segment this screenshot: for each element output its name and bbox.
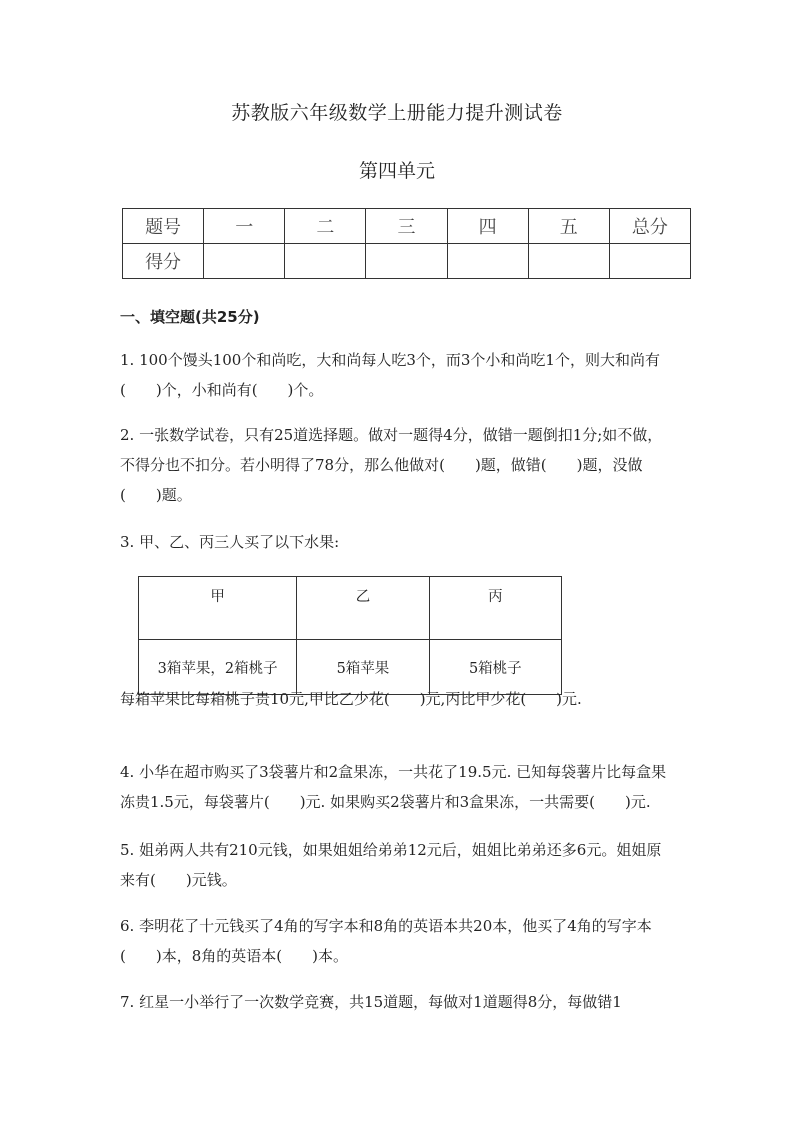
unit-subtitle: 第四单元 — [358, 160, 435, 182]
score-table-header-row — [123, 209, 691, 244]
score-row-label: 得分 — [123, 244, 204, 279]
score-blank-cell — [447, 244, 528, 279]
question-3-followup: 每箱苹果比每箱桃子贵10元,甲比乙少花( )元,丙比甲少花( )元. — [120, 690, 582, 708]
question-3: 3. 甲、乙、丙三人买了以下水果: — [120, 533, 340, 551]
page-title: 苏教版六年级数学上册能力提升测试卷 — [231, 102, 563, 124]
question-2: 2. 一张数学试卷，只有25道选择题。做对一题得4分，做错一题倒扣1分;如不做，不得分也不扣分。若小明得了78分，那么他做对( )题，做错( )题，没做( )题。 — [120, 426, 663, 504]
section-heading: 一、填空题(共25分) — [120, 308, 260, 326]
score-header-cell: 三 — [366, 209, 447, 244]
fruit-table-header-row — [139, 577, 562, 640]
fruit-cell: 3箱苹果，2箱桃子 — [139, 640, 297, 695]
fruit-cell: 5箱桃子 — [429, 640, 561, 695]
fruit-table — [138, 576, 562, 695]
question-7: 7. 红星一小举行了一次数学竞赛，共15道题，每做对1道题得8分，每做错1 — [120, 993, 622, 1011]
score-table — [122, 208, 691, 279]
score-header-cell: 二 — [285, 209, 366, 244]
fruit-header-cell: 丙 — [429, 577, 561, 640]
question-6: 6. 李明花了十元钱买了4角的写字本和8角的英语本共20本，他买了4角的写字本( )本，8角的英语本( )本。 — [120, 917, 652, 965]
score-blank-cell — [285, 244, 366, 279]
score-header-cell: 一 — [204, 209, 285, 244]
score-blank-cell — [609, 244, 690, 279]
score-blank-cell — [528, 244, 609, 279]
score-header-cell: 总分 — [609, 209, 690, 244]
score-blank-cell — [366, 244, 447, 279]
score-header-cell: 五 — [528, 209, 609, 244]
score-blank-cell — [204, 244, 285, 279]
score-header-cell: 题号 — [123, 209, 204, 244]
question-5: 5. 姐弟两人共有210元钱，如果姐姐给弟弟12元后，姐姐比弟弟还多6元。姐姐原来有( )元钱。 — [120, 841, 662, 889]
question-4: 4. 小华在超市购买了3袋薯片和2盒果冻，一共花了19.5元. 已知每袋薯片比每盒果冻贵1.5元，每袋薯片( )元. 如果购买2袋薯片和3盒果冻，一共需要( )元. — [120, 763, 667, 811]
question-1: 1. 100个馒头100个和尚吃，大和尚每人吃3个，而3个小和尚吃1个，则大和尚有( )个，小和尚有( )个。 — [120, 351, 660, 399]
score-table-score-row — [123, 244, 691, 279]
fruit-cell: 5箱苹果 — [297, 640, 429, 695]
fruit-header-cell: 乙 — [297, 577, 429, 640]
score-header-cell: 四 — [447, 209, 528, 244]
fruit-header-cell: 甲 — [139, 577, 297, 640]
